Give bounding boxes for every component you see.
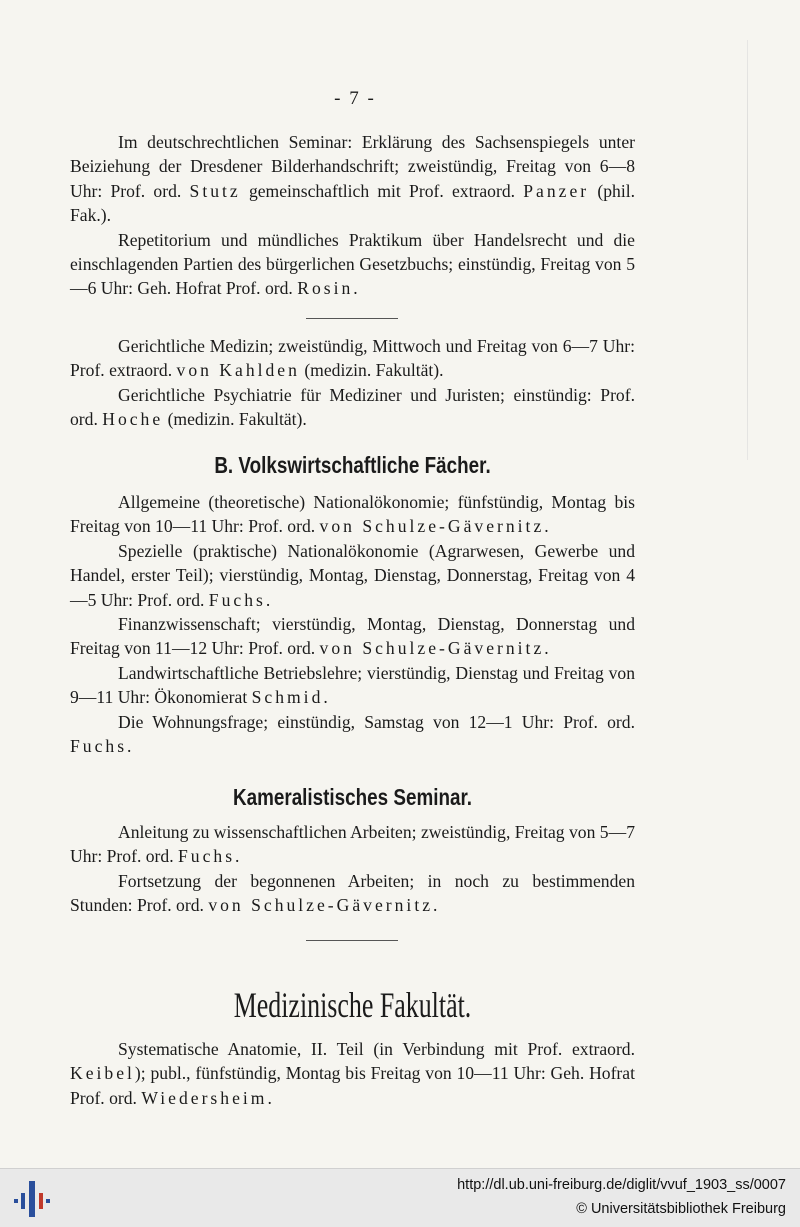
paragraph-text: Die Wohnungsfrage; einstündig, Samstag von 12—1 Uhr: Prof. ord. [118,711,635,732]
person-name: von Schulze-Gävernitz. [208,895,441,916]
person-name: Fuchs. [178,846,243,867]
scan-edge-mark [747,40,748,460]
paragraph-text: Gerichtliche Medizin; zweistündig, Mittwoch und Freitag von 6—7 Uhr: Prof. extraord. [70,336,635,381]
library-logo-icon [14,1179,50,1219]
footer-bar [0,1168,800,1227]
paragraph-text: (medizin. Fakultät). [299,360,444,381]
heading-medizinische-fakultaet: Medizinische Fakultät. [233,985,472,1025]
text-block-anatomy [70,1037,635,1110]
section-divider [306,318,398,319]
person-name: von Schulze-Gävernitz. [319,638,552,659]
paragraph-text: ); publ., fünfstündig, Montag bis Freitag von 10—11 Uhr: Geh. Hofrat Prof. ord. [70,1063,635,1108]
paragraph-text: Spezielle (praktische) Nationalökonomie (Agrarwesen, Gewerbe und Handel, erster Teil); vierstündig, Montag, Dienstag, Donnerstag, Freitag von 4—5 Uhr: Prof. ord. [70,540,635,610]
person-name: Fuchs. [70,736,135,757]
paragraph [70,383,635,432]
heading-kameralistisches-seminar: Kameralistisches Seminar. [232,784,473,810]
paragraph-text: Gerichtliche Psychiatrie für Mediziner und Juristen; einstündig: Prof. ord. [70,384,635,430]
paragraph-text: Landwirtschaftliche Betriebslehre; vierstündig, Dienstag und Freitag von 9—11 Uhr: Ökonomierat [70,662,635,708]
person-name: Schmid. [251,687,331,708]
paragraph [70,612,635,661]
paragraph [70,661,635,710]
copyright-notice: © Universitätsbibliothek Freiburg [576,1201,786,1217]
paragraph-text: Repetitorium und mündliches Praktikum über Handelsrecht und die einschlagenden Partien des bürgerlichen Gesetzbuchs; einstündig, Freitag von 5—6 Uhr: Geh. Hofrat Prof. ord. [70,229,635,299]
paragraph [70,869,635,918]
person-name: Keibel [70,1063,135,1084]
paragraph [70,334,635,383]
paragraph-text: (medizin. Fakultät). [163,409,307,430]
paragraph [70,490,635,539]
paragraph-text: (phil. Fak.). [70,180,636,226]
person-name: Fuchs. [208,589,274,610]
paragraph [70,539,635,612]
paragraph-text: Allgemeine (theoretische) Nationalökonomie; fünfstündig, Montag bis Freitag von 10—11 Uhr: Prof. ord. [70,492,635,537]
text-block-law-seminar [70,130,635,301]
paragraph-text: Fortsetzung der begonnenen Arbeiten; in noch zu bestimmenden Stunden: Prof. ord. [70,870,635,916]
person-name: von Kahlden [176,360,300,381]
source-url-link[interactable]: http://dl.ub.uni-freiburg.de/diglit/vvuf_1903_ss/0007 [457,1177,786,1193]
page-number: - 7 - [334,88,376,109]
text-block-kameral-seminar [70,820,635,918]
section-divider [306,940,398,941]
person-name: Rosin. [297,278,361,299]
paragraph-text: Im deutschrechtlichen Seminar: Erklärung des Sachsenspiegels unter Beiziehung der Dresdener Bilderhandschrift; zweistündig, Freitag von 6—8 Uhr: Prof. ord. [70,132,635,201]
text-block-economics [70,490,635,758]
person-name: Stutz [189,180,241,201]
paragraph-text: gemeinschaftlich mit Prof. extraord. [240,180,524,201]
paragraph [70,130,635,228]
paragraph-text: Anleitung zu wissenschaftlichen Arbeiten; zweistündig, Freitag von 5—7 Uhr: Prof. ord. [70,822,635,867]
paragraph [70,820,635,869]
person-name: von Schulze-Gävernitz. [319,516,552,537]
heading-volkswirtschaftliche-faecher: B. Volkswirtschaftliche Fächer. [214,452,491,478]
paragraph [70,1037,635,1110]
person-name: Panzer [523,180,590,201]
paragraph-text: Finanzwissenschaft; vierstündig, Montag, Dienstag, Donnerstag und Freitag von 11—12 Uhr: Prof. ord. [70,614,635,659]
paragraph [70,228,635,301]
paragraph [70,710,635,759]
person-name: Hoche [102,409,164,430]
person-name: Wiedersheim. [141,1087,275,1108]
paragraph-text: Systematische Anatomie, II. Teil (in Verbindung mit Prof. extraord. [118,1039,635,1059]
text-block-forensic [70,334,635,432]
